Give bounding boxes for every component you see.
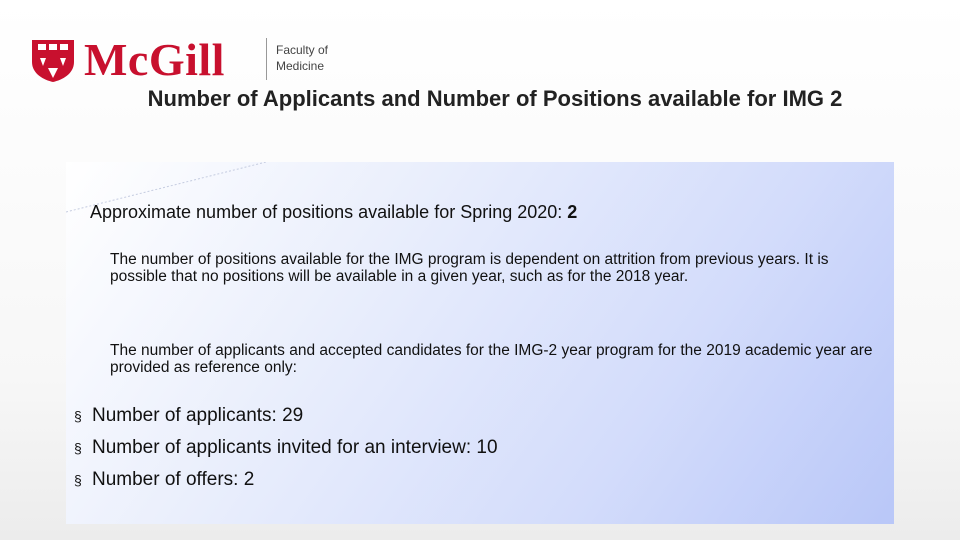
positions-available-label: Approximate number of positions available for Spring 2020: (90, 202, 563, 222)
applicants-count: Number of applicants: 29 (92, 405, 304, 426)
interview-count: Number of applicants invited for an interview: 10 (92, 437, 498, 458)
attrition-paragraph: The number of positions available for the IMG program is dependent on attrition from previous years. It is possible that no positions will be available in a given year, such as for the 2018 year. (110, 251, 829, 285)
slide-title (70, 84, 920, 144)
list-item (74, 400, 498, 432)
content-panel (66, 162, 894, 524)
positions-available-line (90, 202, 577, 223)
slide-title-text: Number of Applicants and Number of Positions available for IMG 2 (147, 86, 843, 111)
statistics-list (74, 400, 498, 496)
positions-available-value: 2 (567, 202, 578, 222)
bullet-marker: § (74, 408, 82, 424)
reference-paragraph: The number of applicants and accepted candidates for the IMG-2 year program for the 2019 academic year are provided as reference only: (110, 342, 873, 376)
faculty-line-2: Medicine (276, 59, 325, 73)
mcgill-wordmark: McGill (84, 34, 225, 85)
list-item (74, 464, 498, 496)
logo-divider (266, 38, 267, 80)
mcgill-crest-icon (30, 38, 76, 82)
bullet-marker: § (74, 440, 82, 456)
bullet-marker: § (74, 472, 82, 488)
faculty-line-1: Faculty of (276, 43, 329, 57)
offers-count: Number of offers: 2 (92, 469, 255, 490)
faculty-name (276, 42, 328, 74)
mcgill-logo (26, 30, 356, 92)
list-item (74, 432, 498, 464)
